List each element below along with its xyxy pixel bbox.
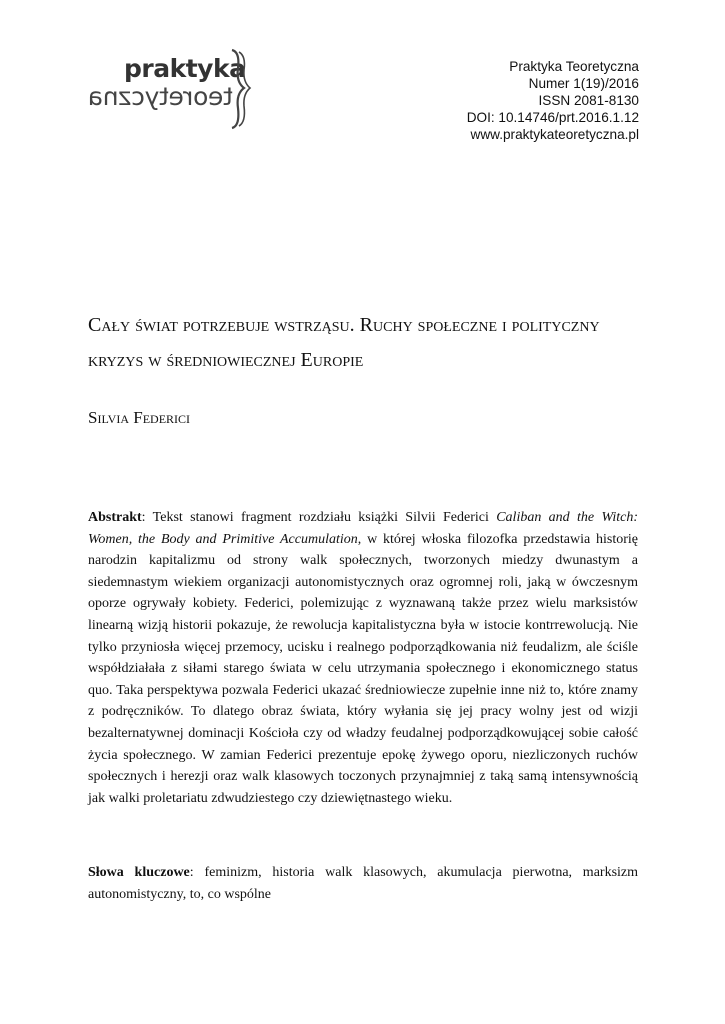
brace-icon (226, 48, 256, 130)
logo-text-bottom-mirrored: teoretyczna (88, 82, 233, 111)
abstract-paragraph (88, 507, 638, 809)
journal-logo (86, 48, 261, 130)
keywords-label: Słowa kluczowe (88, 865, 190, 880)
article-author: Silvia Federici (88, 408, 191, 427)
abstract-label: Abstrakt (88, 510, 142, 525)
abstract-text-2: , w której włoska filozofka przedstawia historię narodzin kapitalizmu od strony walk społecznych, tworzonych miedzy dwunastym a siedemnastym wiekiem organizacji autonomistycznych oraz ogromnej roli, jaką w ówczesnym oporze ogrywały kobiety. Federici, polemizując z wyznawaną także przez wielu marksistów linearną wizją historii pokazuje, że rewolucja kapitalistyczna była w istocie kontrrewolucją. Nie tylko przyniosła więcej przemocy, ucisku i realnego podporządkowania niż feudalizm, ale ściśle współdziałała z siłami starego świata w celu utrzymania społecznego i ekonomicznego status quo. Taka perspektywa pozwala Federici ukazać średniowiecze zupełnie inne niż to, które znamy z podręczników. To dlatego obraz świata, który wyłania się jej pracy wolny jest od wizji bezalternatywnej dominacji Kościoła czy od władzy feudalnej podporządkowującej sobie całość życia społecznego. W zamian Federici prezentuje epokę żywego oporu, niezliczonych ruchów społecznych i herezji oraz walk klasowych toczonych przynajmniej z taką samą intensywnością jak walki proletariatu zdwudziestego czy dziewiętnastego wieku. (88, 531, 638, 806)
doi: DOI: 10.14746/prt.2016.1.12 (466, 110, 639, 125)
journal-meta (467, 58, 639, 143)
keywords-text: feminizm, historia walk klasowych, akumulacja pierwotna, marksizm autonomistyczny, to, co wspólne (88, 865, 639, 902)
abstract-sep: : (141, 510, 153, 525)
keywords-paragraph (88, 862, 638, 905)
book-title: Caliban and the Witch: Women, the Body and Primitive Accumulation (88, 510, 639, 547)
logo-text-top: praktyka (124, 54, 246, 83)
issue-number: Numer 1(19)/2016 (528, 76, 639, 91)
journal-name: Praktyka Teoretyczna (509, 59, 639, 74)
journal-url[interactable]: www.praktykateoretyczna.pl (470, 127, 639, 142)
issn: ISSN 2081-8130 (538, 93, 639, 108)
keywords-sep: : (189, 865, 205, 880)
article-title: Cały świat potrzebuje wstrząsu. Ruchy społeczne i polityczny kryzys w średniowiecznej Europie (88, 314, 600, 371)
abstract-text-1: Tekst stanowi fragment rozdziału książki Silvii Federici (152, 510, 497, 525)
